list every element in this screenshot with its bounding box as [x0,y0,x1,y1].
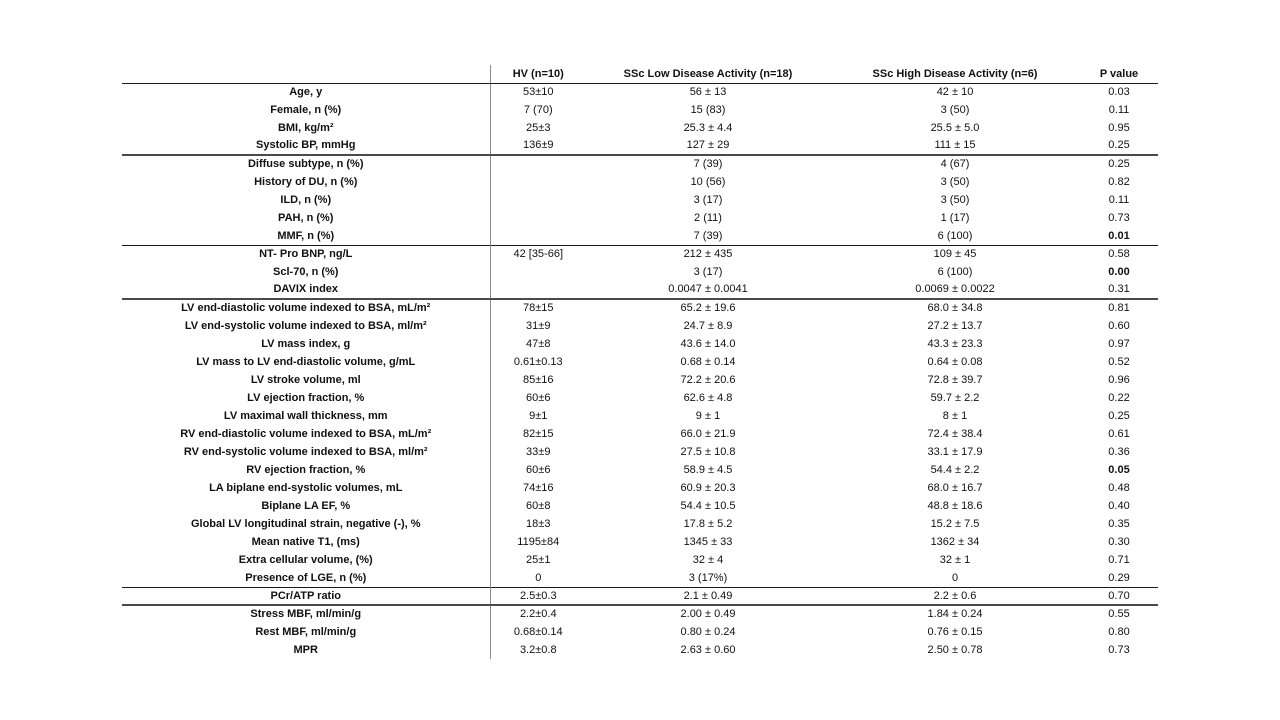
table-row [122,245,1158,263]
cell-p-value: 0.82 [1108,175,1130,188]
cell-p-value: 0.70 [1108,589,1130,602]
cell-p-value: 0.22 [1108,391,1130,404]
cell-hv: 33±9 [526,445,551,458]
table-section [122,245,1158,299]
cell-ssc-low: 58.9 ± 4.5 [683,463,733,476]
cell-ssc-high: 8 ± 1 [942,409,968,422]
cell-ssc-low: 54.4 ± 10.5 [680,499,736,512]
row-label: NT- Pro BNP, ng/L [122,245,490,263]
cell-ssc-high: 0.64 ± 0.08 [927,355,983,368]
cell-hv: 47±8 [526,337,551,350]
cell-hv: 60±6 [526,463,551,476]
cell-ssc-low: 127 ± 29 [686,139,730,152]
cell-ssc-high: 0.0069 ± 0.0022 [915,283,995,296]
cell-ssc-low: 10 (56) [690,175,726,188]
cell-ssc-high: 33.1 ± 17.9 [927,445,983,458]
cell-hv [490,173,586,191]
table-row [122,389,1158,407]
cell-ssc-high: 42 ± 10 [936,86,974,99]
table-row [122,605,1158,623]
cell-ssc-high: 6 (100) [937,229,973,242]
row-label: Biplane LA EF, % [122,497,490,515]
row-label: Presence of LGE, n (%) [122,569,490,587]
cell-p-value: 0.81 [1108,302,1130,315]
cell-ssc-high: 72.8 ± 39.7 [927,373,983,386]
table-row [122,461,1158,479]
cell-p-value: 0.61 [1108,427,1130,440]
table-row [122,263,1158,281]
cell-ssc-high: 1362 ± 34 [930,535,980,548]
table-row [122,173,1158,191]
cell-hv: 2.5±0.3 [519,589,557,602]
cell-p-value: 0.52 [1108,355,1130,368]
cell-hv [490,191,586,209]
cell-ssc-high: 3 (50) [940,103,970,116]
cell-p-value: 0.31 [1108,283,1130,296]
cell-hv: 0.61±0.13 [513,355,563,368]
row-label: LV mass to LV end-diastolic volume, g/mL [122,353,490,371]
cell-hv: 25±3 [526,121,551,134]
cell-ssc-low: 66.0 ± 21.9 [680,427,736,440]
cell-ssc-high: 43.3 ± 23.3 [927,337,983,350]
cell-hv: 136±9 [522,139,554,152]
cell-hv [490,263,586,281]
cell-ssc-high: 59.7 ± 2.2 [930,391,980,404]
cell-ssc-high: 0.76 ± 0.15 [927,625,983,638]
cell-hv: 42 [35-66] [513,248,564,261]
cell-ssc-high: 109 ± 45 [933,248,977,261]
table-row [122,425,1158,443]
cell-p-value: 0.35 [1108,517,1130,530]
cell-hv: 82±15 [522,427,554,440]
cell-hv: 9±1 [529,409,548,422]
row-label: LV maximal wall thickness, mm [122,407,490,425]
cell-ssc-high: 1.84 ± 0.24 [927,608,983,621]
cell-hv: 2.2±0.4 [519,608,557,621]
cell-ssc-low: 2.63 ± 0.60 [680,643,736,656]
cell-p-value: 0.30 [1108,535,1130,548]
row-label: BMI, kg/m² [122,119,490,137]
cell-ssc-high: 3 (50) [940,175,970,188]
row-label: LV end-diastolic volume indexed to BSA, mL/m² [122,299,490,317]
cell-ssc-high: 2.2 ± 0.6 [933,589,977,602]
table-section [122,605,1158,659]
cell-p-value: 0.00 [1108,265,1130,278]
table-row [122,479,1158,497]
header-row [122,65,1158,83]
cell-ssc-low: 7 (39) [693,229,723,242]
cell-ssc-low: 0.68 ± 0.14 [680,355,736,368]
row-label: RV end-diastolic volume indexed to BSA, mL/m² [122,425,490,443]
cell-hv: 18±3 [526,517,551,530]
cell-ssc-low: 2 (11) [694,211,722,224]
cell-ssc-low: 3 (17%) [688,571,728,584]
cell-hv: 85±16 [522,373,554,386]
table-section [122,83,1158,155]
row-label: LA biplane end-systolic volumes, mL [122,479,490,497]
table-row [122,569,1158,587]
cell-p-value: 0.97 [1108,337,1130,350]
column-header-ssc-low: SSc Low Disease Activity (n=18) [586,65,830,83]
row-label: RV ejection fraction, % [122,461,490,479]
cell-hv: 60±6 [526,391,551,404]
cell-ssc-low: 62.6 ± 4.8 [683,391,733,404]
table-row [122,371,1158,389]
cell-ssc-low: 72.2 ± 20.6 [680,373,736,386]
row-label: Diffuse subtype, n (%) [122,155,490,173]
cell-ssc-low: 25.3 ± 4.4 [683,121,733,134]
cell-ssc-low: 65.2 ± 19.6 [680,302,736,315]
cell-hv: 3.2±0.8 [519,643,557,656]
row-label: Extra cellular volume, (%) [122,551,490,569]
cell-hv [490,155,586,173]
cell-ssc-low: 0.80 ± 0.24 [680,625,736,638]
cell-ssc-low: 7 (39) [693,158,723,171]
cell-hv: 53±10 [522,86,554,99]
cell-p-value: 0.03 [1108,86,1130,99]
row-label: RV end-systolic volume indexed to BSA, ml/m² [122,443,490,461]
cell-hv [490,281,586,299]
cell-hv: 7 (70) [523,103,553,116]
cell-hv [490,209,586,227]
table-row [122,191,1158,209]
cell-hv: 0.68±0.14 [513,625,563,638]
cell-p-value: 0.48 [1108,481,1130,494]
table-section [122,155,1158,245]
cell-hv: 1195±84 [517,535,560,548]
cell-ssc-low: 0.0047 ± 0.0041 [668,283,748,296]
table-row [122,209,1158,227]
table-row [122,587,1158,605]
cell-p-value: 0.40 [1108,499,1130,512]
cell-ssc-low: 3 (17) [693,193,723,206]
cell-ssc-low: 1345 ± 33 [683,535,733,548]
table-section [122,299,1158,587]
cell-ssc-low: 2.1 ± 0.49 [683,589,733,602]
row-label: LV stroke volume, ml [122,371,490,389]
table-section [122,587,1158,605]
column-header-ssc-high: SSc High Disease Activity (n=6) [830,65,1080,83]
cell-ssc-low: 2.00 ± 0.49 [680,608,736,621]
row-label: PCr/ATP ratio [122,587,490,605]
cell-hv: 25±1 [526,553,551,566]
table-row [122,353,1158,371]
row-label: LV end-systolic volume indexed to BSA, ml/m² [122,317,490,335]
cell-p-value: 0.01 [1108,229,1130,242]
cell-p-value: 0.55 [1108,608,1130,621]
cell-hv: 31±9 [526,319,551,332]
table-row [122,227,1158,245]
cell-ssc-low: 15 (83) [690,103,726,116]
cell-p-value: 0.25 [1108,409,1130,422]
column-header-parameter [122,65,490,83]
cell-ssc-low: 43.6 ± 14.0 [680,337,736,350]
cell-ssc-high: 68.0 ± 34.8 [927,302,983,315]
table-row [122,155,1158,173]
row-label: Age, y [122,83,490,101]
cell-ssc-high: 0 [951,571,959,584]
row-label: Systolic BP, mmHg [122,137,490,155]
cell-p-value: 0.58 [1108,248,1130,261]
cell-ssc-low: 212 ± 435 [683,248,733,261]
row-label: MPR [122,641,490,659]
row-label: Stress MBF, ml/min/g [122,605,490,623]
cell-hv: 74±16 [522,481,554,494]
cell-ssc-low: 60.9 ± 20.3 [680,481,736,494]
cell-ssc-high: 111 ± 15 [934,139,976,152]
cell-ssc-high: 32 ± 1 [939,553,971,566]
table-row [122,497,1158,515]
cell-ssc-high: 25.5 ± 5.0 [930,121,980,134]
table-row [122,299,1158,317]
cell-p-value: 0.96 [1108,373,1130,386]
table-row [122,335,1158,353]
cell-p-value: 0.11 [1108,193,1130,206]
cell-ssc-low: 32 ± 4 [692,553,724,566]
table-row [122,623,1158,641]
cell-hv [490,227,586,245]
cell-p-value: 0.73 [1108,643,1130,656]
row-label: Rest MBF, ml/min/g [122,623,490,641]
table-row [122,443,1158,461]
cell-p-value: 0.73 [1108,211,1130,224]
cell-p-value: 0.80 [1108,625,1130,638]
table-row [122,641,1158,659]
cell-ssc-low: 24.7 ± 8.9 [683,319,733,332]
table-row [122,407,1158,425]
row-label: PAH, n (%) [122,209,490,227]
column-header-hv: HV (n=10) [490,65,586,83]
cell-ssc-high: 54.4 ± 2.2 [930,463,980,476]
table-row [122,119,1158,137]
table-row [122,317,1158,335]
cell-ssc-high: 3 (50) [940,193,970,206]
cell-p-value: 0.95 [1108,121,1130,134]
table-row [122,101,1158,119]
cell-ssc-high: 72.4 ± 38.4 [927,427,983,440]
row-label: Global LV longitudinal strain, negative (-), % [122,515,490,533]
cell-ssc-high: 27.2 ± 13.7 [927,319,983,332]
cell-ssc-low: 17.8 ± 5.2 [683,517,733,530]
table-header [122,65,1158,83]
row-label: Mean native T1, (ms) [122,533,490,551]
row-label: LV mass index, g [122,335,490,353]
table-row [122,137,1158,155]
cell-ssc-high: 6 (100) [937,265,973,278]
cell-p-value: 0.36 [1108,445,1130,458]
cell-p-value: 0.25 [1108,139,1130,152]
cell-ssc-high: 1 (17) [940,211,970,224]
column-header-p-value: P value [1080,65,1158,83]
cell-p-value: 0.29 [1108,571,1130,584]
table-row [122,515,1158,533]
row-label: DAVIX index [122,281,490,299]
cell-p-value: 0.11 [1108,103,1130,116]
row-label: Scl-70, n (%) [122,263,490,281]
cell-ssc-low: 3 (17) [693,265,723,278]
cell-p-value: 0.05 [1108,463,1130,476]
cell-ssc-high: 68.0 ± 16.7 [927,481,983,494]
row-label: MMF, n (%) [122,227,490,245]
row-label: History of DU, n (%) [122,173,490,191]
table-row [122,281,1158,299]
cell-p-value: 0.71 [1108,553,1130,566]
clinical-characteristics-table [122,65,1158,659]
cell-p-value: 0.60 [1108,319,1130,332]
cell-hv: 78±15 [522,302,554,315]
cell-ssc-low: 56 ± 13 [689,86,727,99]
table-row [122,83,1158,101]
cell-ssc-high: 48.8 ± 18.6 [927,499,983,512]
cell-ssc-high: 15.2 ± 7.5 [930,517,980,530]
cell-p-value: 0.25 [1108,158,1130,171]
row-label: LV ejection fraction, % [122,389,490,407]
cell-ssc-high: 4 (67) [940,158,970,171]
table-row [122,533,1158,551]
cell-ssc-low: 9 ± 1 [695,409,721,422]
cell-hv: 60±8 [526,499,551,512]
row-label: ILD, n (%) [122,191,490,209]
table-row [122,551,1158,569]
cell-ssc-high: 2.50 ± 0.78 [927,643,983,656]
cell-ssc-low: 27.5 ± 10.8 [680,445,736,458]
cell-hv: 0 [535,571,542,584]
row-label: Female, n (%) [122,101,490,119]
